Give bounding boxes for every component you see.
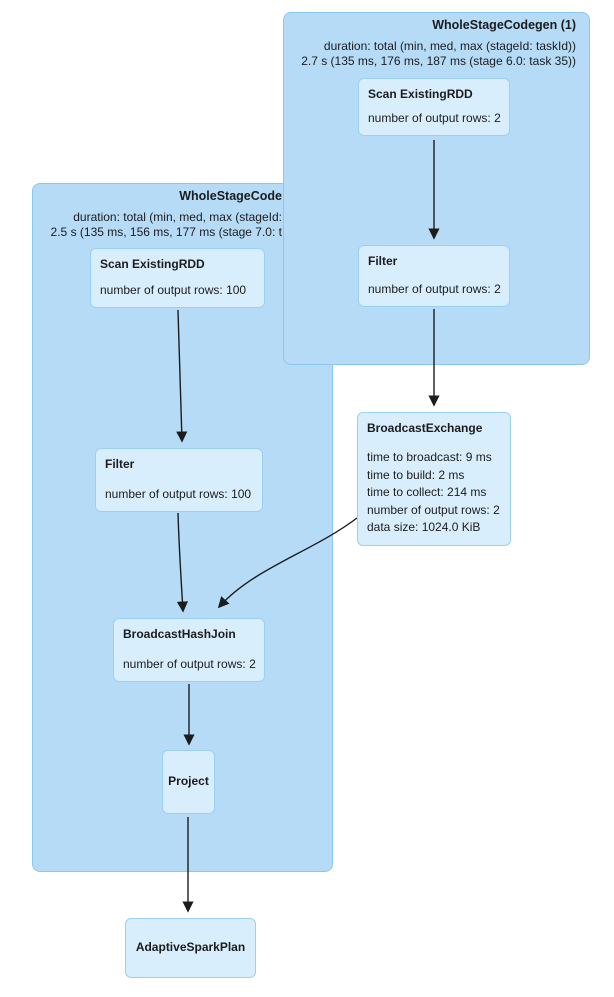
cluster-duration-line1: duration: total (min, med, max (stageId:: [73, 210, 282, 224]
node-metric-list: [367, 449, 501, 537]
plan-node-filter-2[interactable]: [95, 448, 263, 512]
node-name: Project: [168, 774, 209, 788]
node-name: Filter: [105, 457, 135, 471]
plan-node-filter-1[interactable]: [358, 245, 510, 307]
cluster-duration-line2: 2.7 s (135 ms, 176 ms, 187 ms (stage 6.0: task 35)): [301, 53, 576, 68]
node-metric: data size: 1024.0 KiB: [367, 520, 481, 534]
cluster-wholestagecodegen-1: [283, 12, 590, 365]
node-name: BroadcastExchange: [367, 421, 483, 435]
node-metric: number of output rows: 2: [368, 111, 501, 125]
node-name: AdaptiveSparkPlan: [135, 940, 246, 954]
node-metric: number of output rows: 2: [367, 502, 500, 517]
node-metric: time to build: 2 ms: [367, 467, 465, 482]
cluster-label: [33, 189, 282, 239]
cluster-title: WholeStageCode: [179, 189, 282, 203]
node-metric: time to collect: 214 ms: [367, 485, 487, 499]
cluster-duration-line2: 2.5 s (135 ms, 156 ms, 177 ms (stage 7.0: t: [50, 224, 282, 239]
cluster-duration: [33, 210, 282, 239]
node-metric: number of output rows: 2: [123, 657, 256, 671]
plan-node-project[interactable]: [162, 750, 215, 814]
plan-node-adaptivesparkplan[interactable]: [125, 918, 256, 978]
node-metric: time to broadcast: 9 ms: [367, 450, 492, 464]
cluster-duration-line1: duration: total (min, med, max (stageId: taskId)): [323, 39, 576, 53]
cluster-title: WholeStageCodegen (1): [432, 18, 576, 32]
node-name: BroadcastHashJoin: [123, 627, 236, 641]
plan-node-scan-existingrdd-1[interactable]: [358, 78, 510, 136]
node-name: Scan ExistingRDD: [368, 87, 473, 101]
node-name: Scan ExistingRDD: [100, 257, 205, 271]
plan-node-broadcasthashjoin[interactable]: [113, 618, 265, 682]
plan-node-scan-existingrdd-2[interactable]: [90, 248, 265, 308]
cluster-label: [292, 18, 576, 68]
node-metric: number of output rows: 100: [100, 283, 247, 297]
node-metric: number of output rows: 2: [368, 282, 501, 296]
node-metric: number of output rows: 100: [105, 487, 252, 501]
node-name: Filter: [368, 254, 398, 268]
plan-node-broadcastexchange[interactable]: [357, 412, 511, 546]
cluster-duration: [292, 39, 576, 68]
